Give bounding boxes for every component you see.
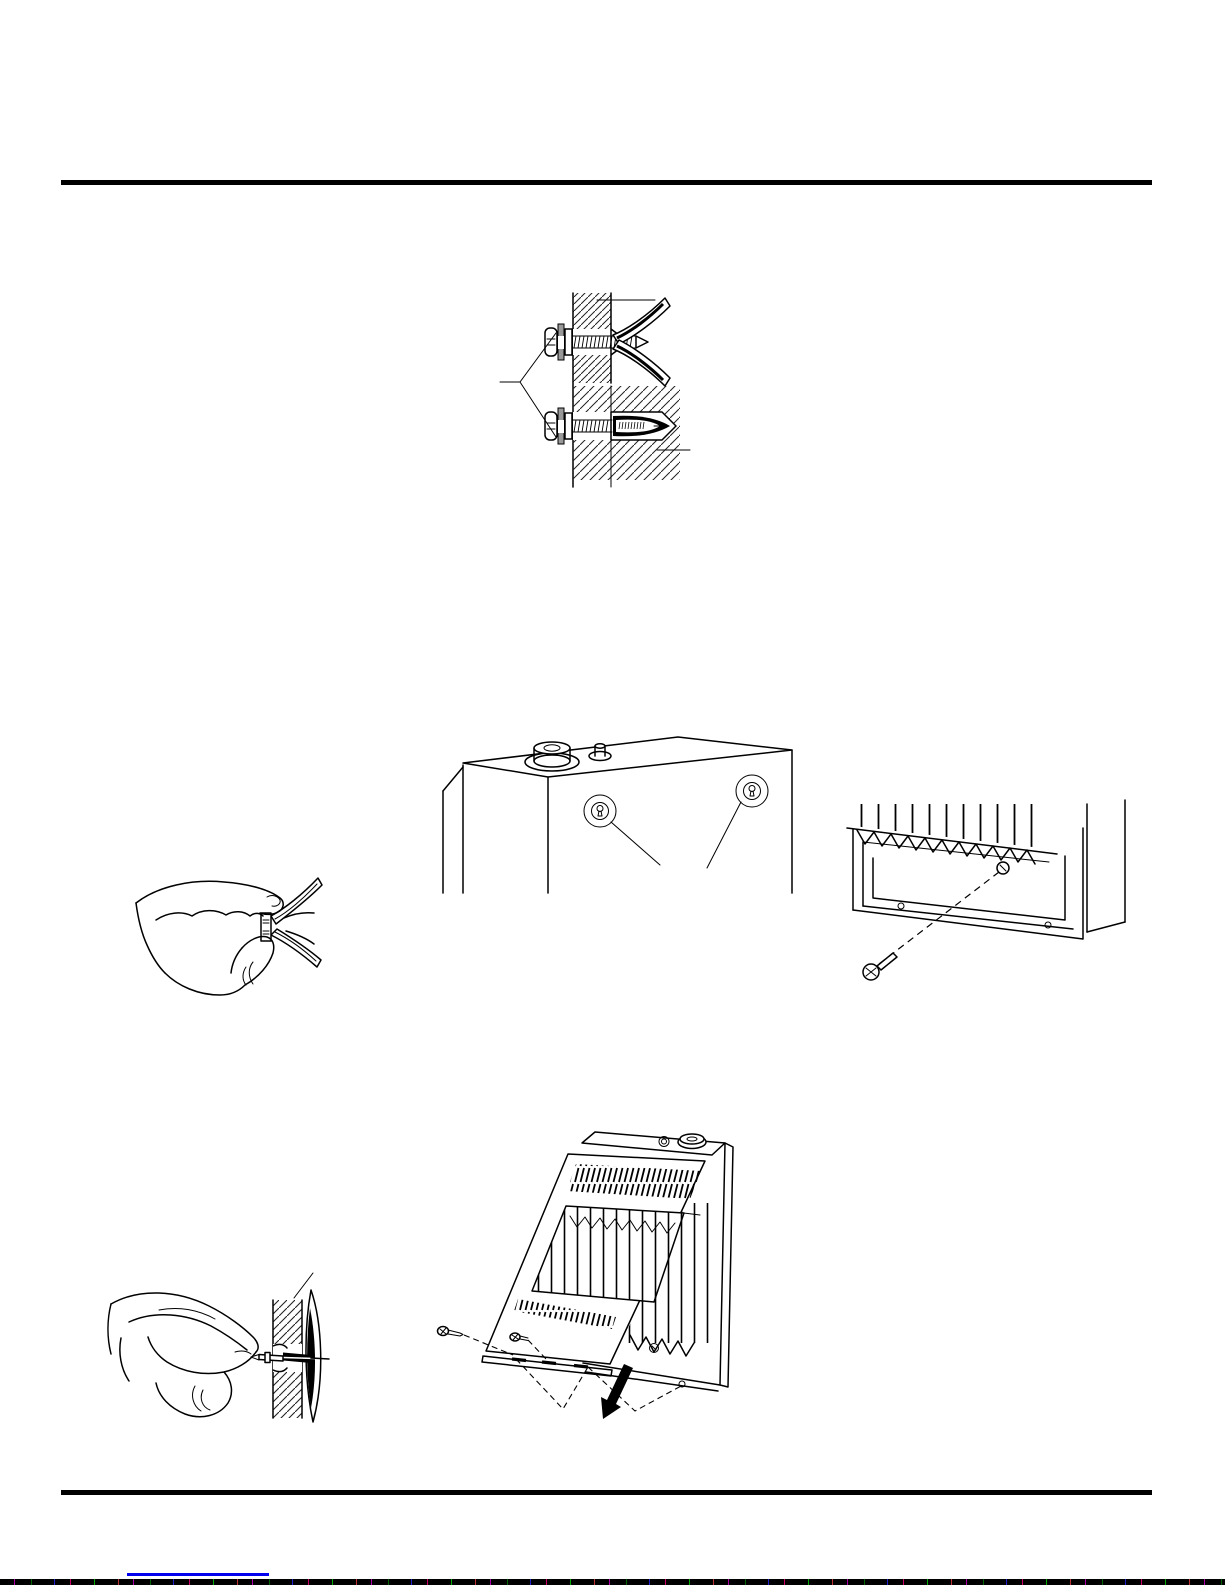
heater-bottom-screw-figure [843, 798, 1133, 1003]
wall-anchors-cross-section-figure [490, 283, 705, 493]
hand-squeezing-anchor-figure [128, 856, 333, 1004]
screw-leader-dashed-line [879, 872, 999, 964]
expansion-anchor-assembly [545, 408, 676, 444]
pushing-hand [108, 1293, 258, 1417]
figure-leader-lines [611, 802, 741, 868]
heater-cabinet-back [443, 737, 792, 893]
removal-direction-arrow [601, 1364, 633, 1419]
top-section-rule [61, 180, 1152, 185]
hand-inserting-anchor-figure [103, 1260, 351, 1450]
burner-fins [847, 804, 1057, 864]
front-panel-removal-figure [420, 1103, 755, 1481]
heater-back-keyholes-figure [435, 725, 805, 893]
cropped-text-artifact-strip [0, 1579, 1225, 1585]
mounting-screw [863, 953, 897, 980]
bottom-section-rule [61, 1490, 1152, 1495]
footer-link-underline[interactable] [127, 1573, 269, 1576]
